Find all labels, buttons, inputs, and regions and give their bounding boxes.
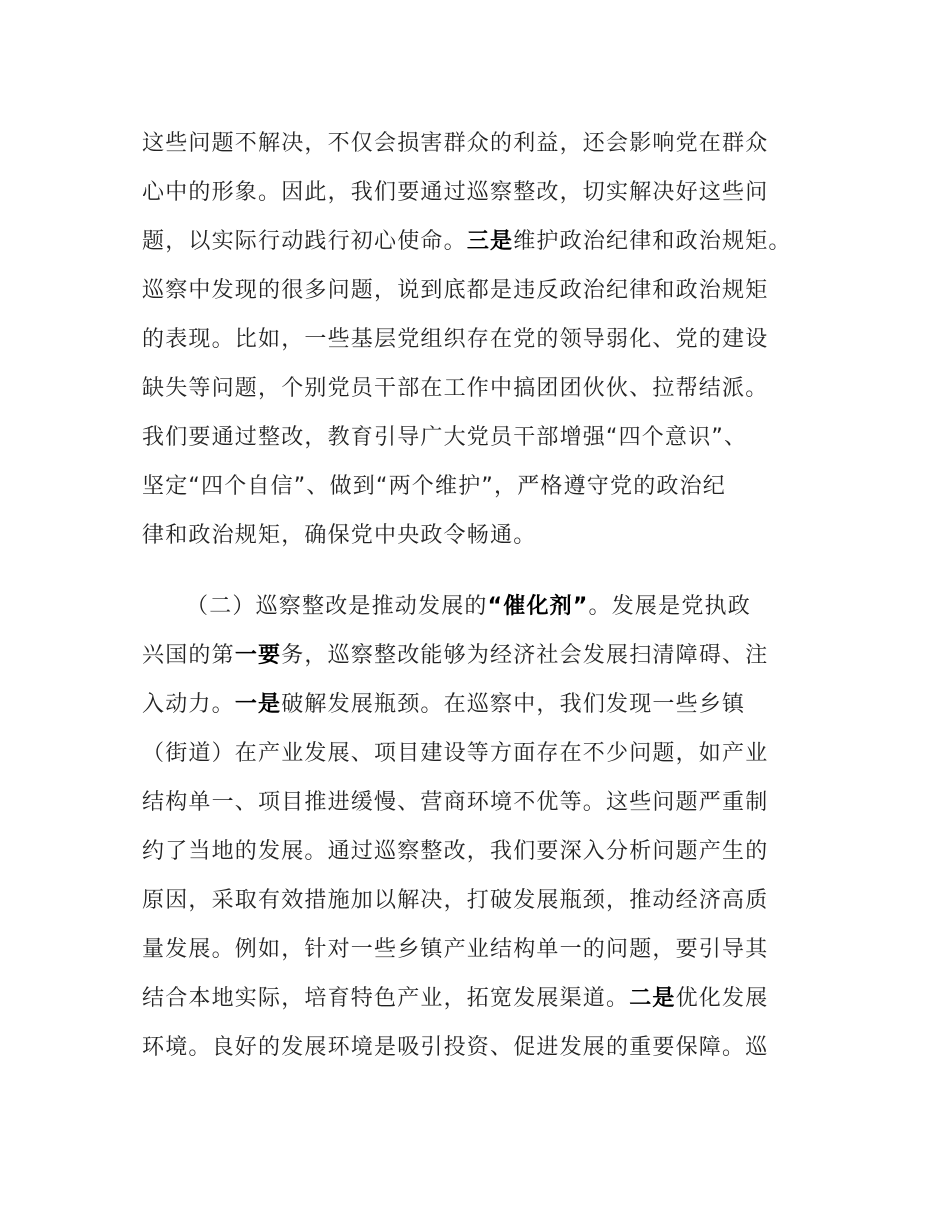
paragraph-2-line-8: [142, 933, 822, 983]
text-run: （街道）在产业发展、项目建设等方面存在不少问题，如产业: [142, 741, 769, 766]
text-run: 量发展。例如，针对一些乡镇产业结构单一的问题，要引导其: [142, 937, 769, 962]
text-run: 。发展是党执政: [588, 594, 751, 619]
paragraph-1-line-6: [142, 372, 822, 422]
paragraph-2-line-4: [142, 737, 822, 787]
bold-text-run: 二是: [629, 986, 676, 1011]
text-run: 原因，采取有效措施加以解决，打破发展瓶颈，推动经济高质: [142, 888, 769, 913]
paragraph-2-line-6: [142, 835, 822, 885]
bold-text-run: 三是: [466, 229, 514, 254]
text-run: 约了当地的发展。通过巡察整改，我们要深入分析问题产生的: [142, 839, 769, 864]
paragraph-1-line-7: [142, 421, 822, 471]
paragraph-2-line-5: [142, 786, 822, 836]
paragraph-1-line-2: [142, 176, 822, 226]
text-run: 这些问题不解决，不仅会损害群众的利益，还会影响党在群众: [142, 131, 769, 156]
text-run: 心中的形象。因此，我们要通过巡察整改，切实解决好这些问: [142, 180, 769, 205]
text-run: 兴国的第: [142, 643, 235, 668]
bold-text-run: 一要: [234, 643, 282, 668]
paragraph-2-line-9: [142, 982, 822, 1032]
paragraph-1-line-5: [142, 323, 822, 373]
text-run: 坚定“四个自信”、做到“两个维护”，严格遵守党的政治纪: [142, 474, 726, 499]
text-run: 优化发展: [675, 986, 769, 1011]
text-run: 破解发展瓶颈。在巡察中，我们发现一些乡镇: [281, 692, 746, 717]
paragraph-1-line-9: [142, 519, 822, 569]
bold-text-run: 一是: [234, 692, 282, 717]
text-run: 缺失等问题，个别党员干部在工作中搞团团伙伙、拉帮结派。: [142, 376, 769, 401]
paragraph-1-line-3: [142, 225, 822, 275]
text-run: 的表现。比如，一些基层党组织存在党的领导弱化、党的建设: [142, 327, 769, 352]
text-run: 结合本地实际，培育特色产业，拓宽发展渠道。: [142, 986, 630, 1011]
text-run: 入动力。: [142, 692, 235, 717]
text-run: 题，以实际行动践行初心使命。: [142, 229, 467, 254]
text-run: 我们要通过整改，教育引导广大党员干部增强“四个意识”、: [142, 425, 748, 450]
text-run: 务，巡察整改能够为经济社会发展扫清障碍、注: [281, 643, 769, 668]
paragraph-2-line-1: [186, 590, 822, 640]
text-run: 环境。良好的发展环境是吸引投资、促进发展的重要保障。巡: [142, 1035, 769, 1060]
text-run: 律和政治规矩，确保党中央政令畅通。: [142, 523, 537, 548]
paragraph-1-line-1: [142, 127, 822, 177]
paragraph-1-line-4: [142, 274, 822, 324]
text-run: （二）巡察整改是推动发展的: [186, 594, 488, 619]
paragraph-2-line-10: [142, 1031, 822, 1081]
paragraph-2-line-3: [142, 688, 822, 738]
paragraph-1-line-8: [142, 470, 822, 520]
paragraph-2-line-7: [142, 884, 822, 934]
text-run: 巡察中发现的很多问题，说到底都是违反政治纪律和政治规矩: [142, 278, 769, 303]
bold-text-run: “催化剂”: [487, 594, 589, 619]
text-run: 维护政治纪律和政治规矩。: [513, 229, 792, 254]
text-run: 结构单一、项目推进缓慢、营商环境不优等。这些问题严重制: [142, 790, 769, 815]
paragraph-2-line-2: [142, 639, 822, 689]
